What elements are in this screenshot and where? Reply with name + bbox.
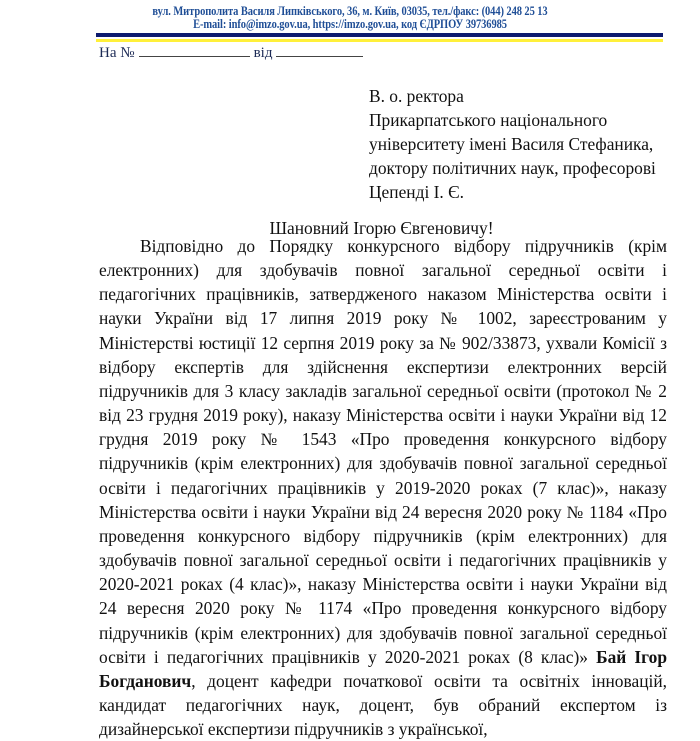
- addressee-block: [369, 84, 656, 204]
- letterhead-rule-blue: [96, 33, 663, 37]
- addressee-line: В. о. ректора: [369, 86, 464, 106]
- body-text-after-name: , доцент кафедри початкової освіти та освітніх інновацій, кандидат педагогічних наук, доцент, був обраний експертом із дизайнерської експертизи підручників з української,: [99, 670, 667, 740]
- letterhead-contacts: E-mail: info@imzo.gov.ua, https://imzo.gov.ua, код ЄДРПОУ 39736985: [193, 17, 507, 31]
- addressee-line: Прикарпатського національного: [369, 110, 608, 130]
- reference-date-field: [276, 44, 363, 57]
- expert-name: Бай Ігор Богданович: [99, 646, 667, 691]
- letterhead-address: вул. Митрополита Василя Липківського, 36, м. Київ, 03035, тел./факс: (044) 248 25 13: [152, 4, 548, 18]
- reference-line: [99, 44, 363, 62]
- addressee-line: Цепенді І. Є.: [369, 182, 464, 202]
- reference-number-field: [139, 44, 250, 57]
- body-paragraph: [99, 234, 667, 741]
- body-text-before-name: Відповідно до Порядку конкурсного відбору підручників (крім електронних) для здобувачів повної загальної середньої освіти і педагогічних працівників, затвердженого наказом Міністерства освіти і науки України від 17 липня 2019 року № 1002, зареєстрованим у Міністерстві юстиції 12 серпня 2019 року за № 902/33873, ухвали Комісії з відбору експертів для здійснення експертизи електронних версій підручників для 3 класу закладів загальної середньої освіти (протокол № 2 від 23 грудня 2019 року), наказу Міністерства освіти і науки України від 12 грудня 2019 року № 1543 «Про проведення конкурсного відбору підручників (крім електронних) для здобувачів повної загальної середньої освіти і педагогічних працівників у 2019-2020 роках (7 клас)», наказу Міністерства освіти і науки України від 24 вересня 2020 року № 1184 «Про проведення конкурсного відбору підручників (крім електронних) для здобувачів повної загальної середньої освіти і педагогічних працівників у 2020-2021 роках (4 клас)», наказу Міністерства освіти і науки України від 24 вересня 2020 року № 1174 «Про проведення конкурсного відбору підручників (крім електронних) для здобувачів повної загальної середньої освіти і педагогічних працівників у 2020-2021 роках (8 клас)»: [99, 236, 667, 667]
- addressee-line: університету імені Василя Стефаника,: [369, 134, 654, 154]
- addressee-line: доктору політичних наук, професорові: [369, 158, 656, 178]
- letterhead-cropped-line: [0, 0, 700, 2]
- reference-number-label: На №: [99, 45, 135, 61]
- reference-date-label: від: [253, 45, 273, 61]
- salutation: Шановний Ігорю Євгеновичу!: [269, 218, 494, 238]
- letterhead-rule-yellow: [96, 39, 663, 42]
